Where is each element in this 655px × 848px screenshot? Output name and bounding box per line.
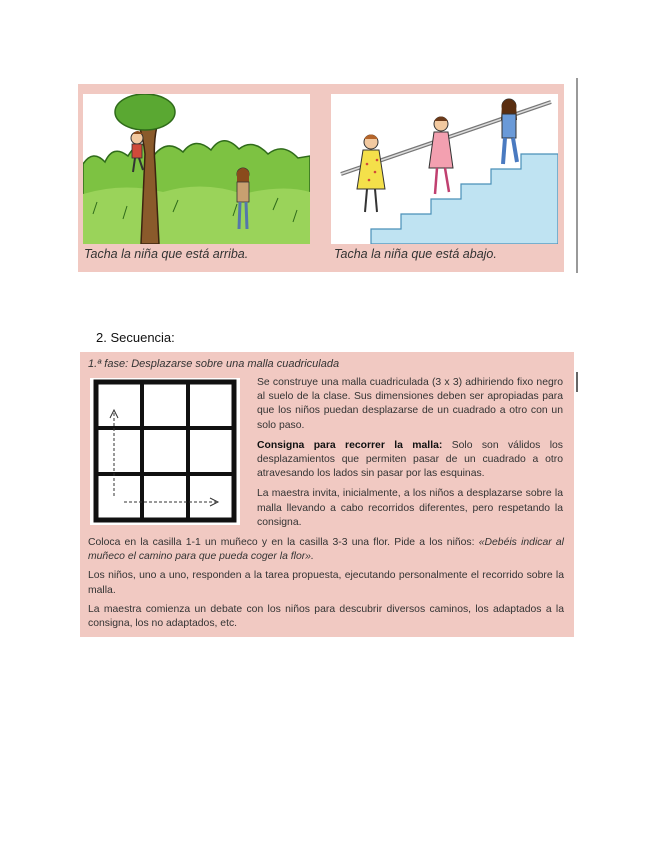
phase-title: 1.ª fase: Desplazarse sobre una malla cuadriculada xyxy=(88,358,340,370)
paragraph-debate: La maestra comienza un debate con los niños para descubrir diversos caminos, los adaptados a la consigna, los no adaptados, etc. xyxy=(88,603,564,630)
tree-illustration xyxy=(83,94,310,244)
paragraph-consigna xyxy=(257,439,563,482)
illustration-panel xyxy=(78,84,564,272)
caption-right: Tacha la niña que está abajo. xyxy=(334,247,497,261)
paragraph-response: Los niños, uno a uno, responden a la tarea propuesta, ejecutando personalmente el recorrido sobre la malla. xyxy=(88,570,564,596)
activity-panel xyxy=(80,352,574,637)
stairs-illustration xyxy=(331,94,558,244)
consigna-label: Consigna para recorrer la malla: xyxy=(257,439,443,451)
placement-intro: Coloca en la casilla 1-1 un muñeco y en la casilla 3-3 una flor. Pide a los niños: xyxy=(88,537,479,548)
placement-quote: «Debéis indicar al muñeco el camino para que pueda coger la flor». xyxy=(88,537,564,563)
consigna-text: Solo son válidos los desplazamientos que permiten pasar de un cuadrado a otro atravesando los lados sin pasar por las esquinas. xyxy=(257,439,563,480)
caption-left: Tacha la niña que está arriba. xyxy=(84,247,249,261)
grid-diagram xyxy=(90,378,240,525)
paragraph-construction: Se construye una malla cuadriculada (3 x 3) adhiriendo fixo negro al suelo de la clase. Sus dimensiones deben ser apropiadas para que los niños puedan desplazarse de un cuadrado a otro con un solo paso. xyxy=(257,377,563,431)
paragraph-placement xyxy=(88,536,564,564)
margin-rule xyxy=(576,78,578,273)
activity-body xyxy=(88,536,564,636)
activity-description xyxy=(257,376,563,536)
paragraph-invitation: La maestra invita, inicialmente, a los niños a desplazarse sobre la malla llevando a cabo recorridos diferentes, pero respetando la consigna. xyxy=(257,488,563,528)
sequence-heading: 2. Secuencia: xyxy=(96,330,175,345)
margin-rule-2 xyxy=(576,372,578,392)
